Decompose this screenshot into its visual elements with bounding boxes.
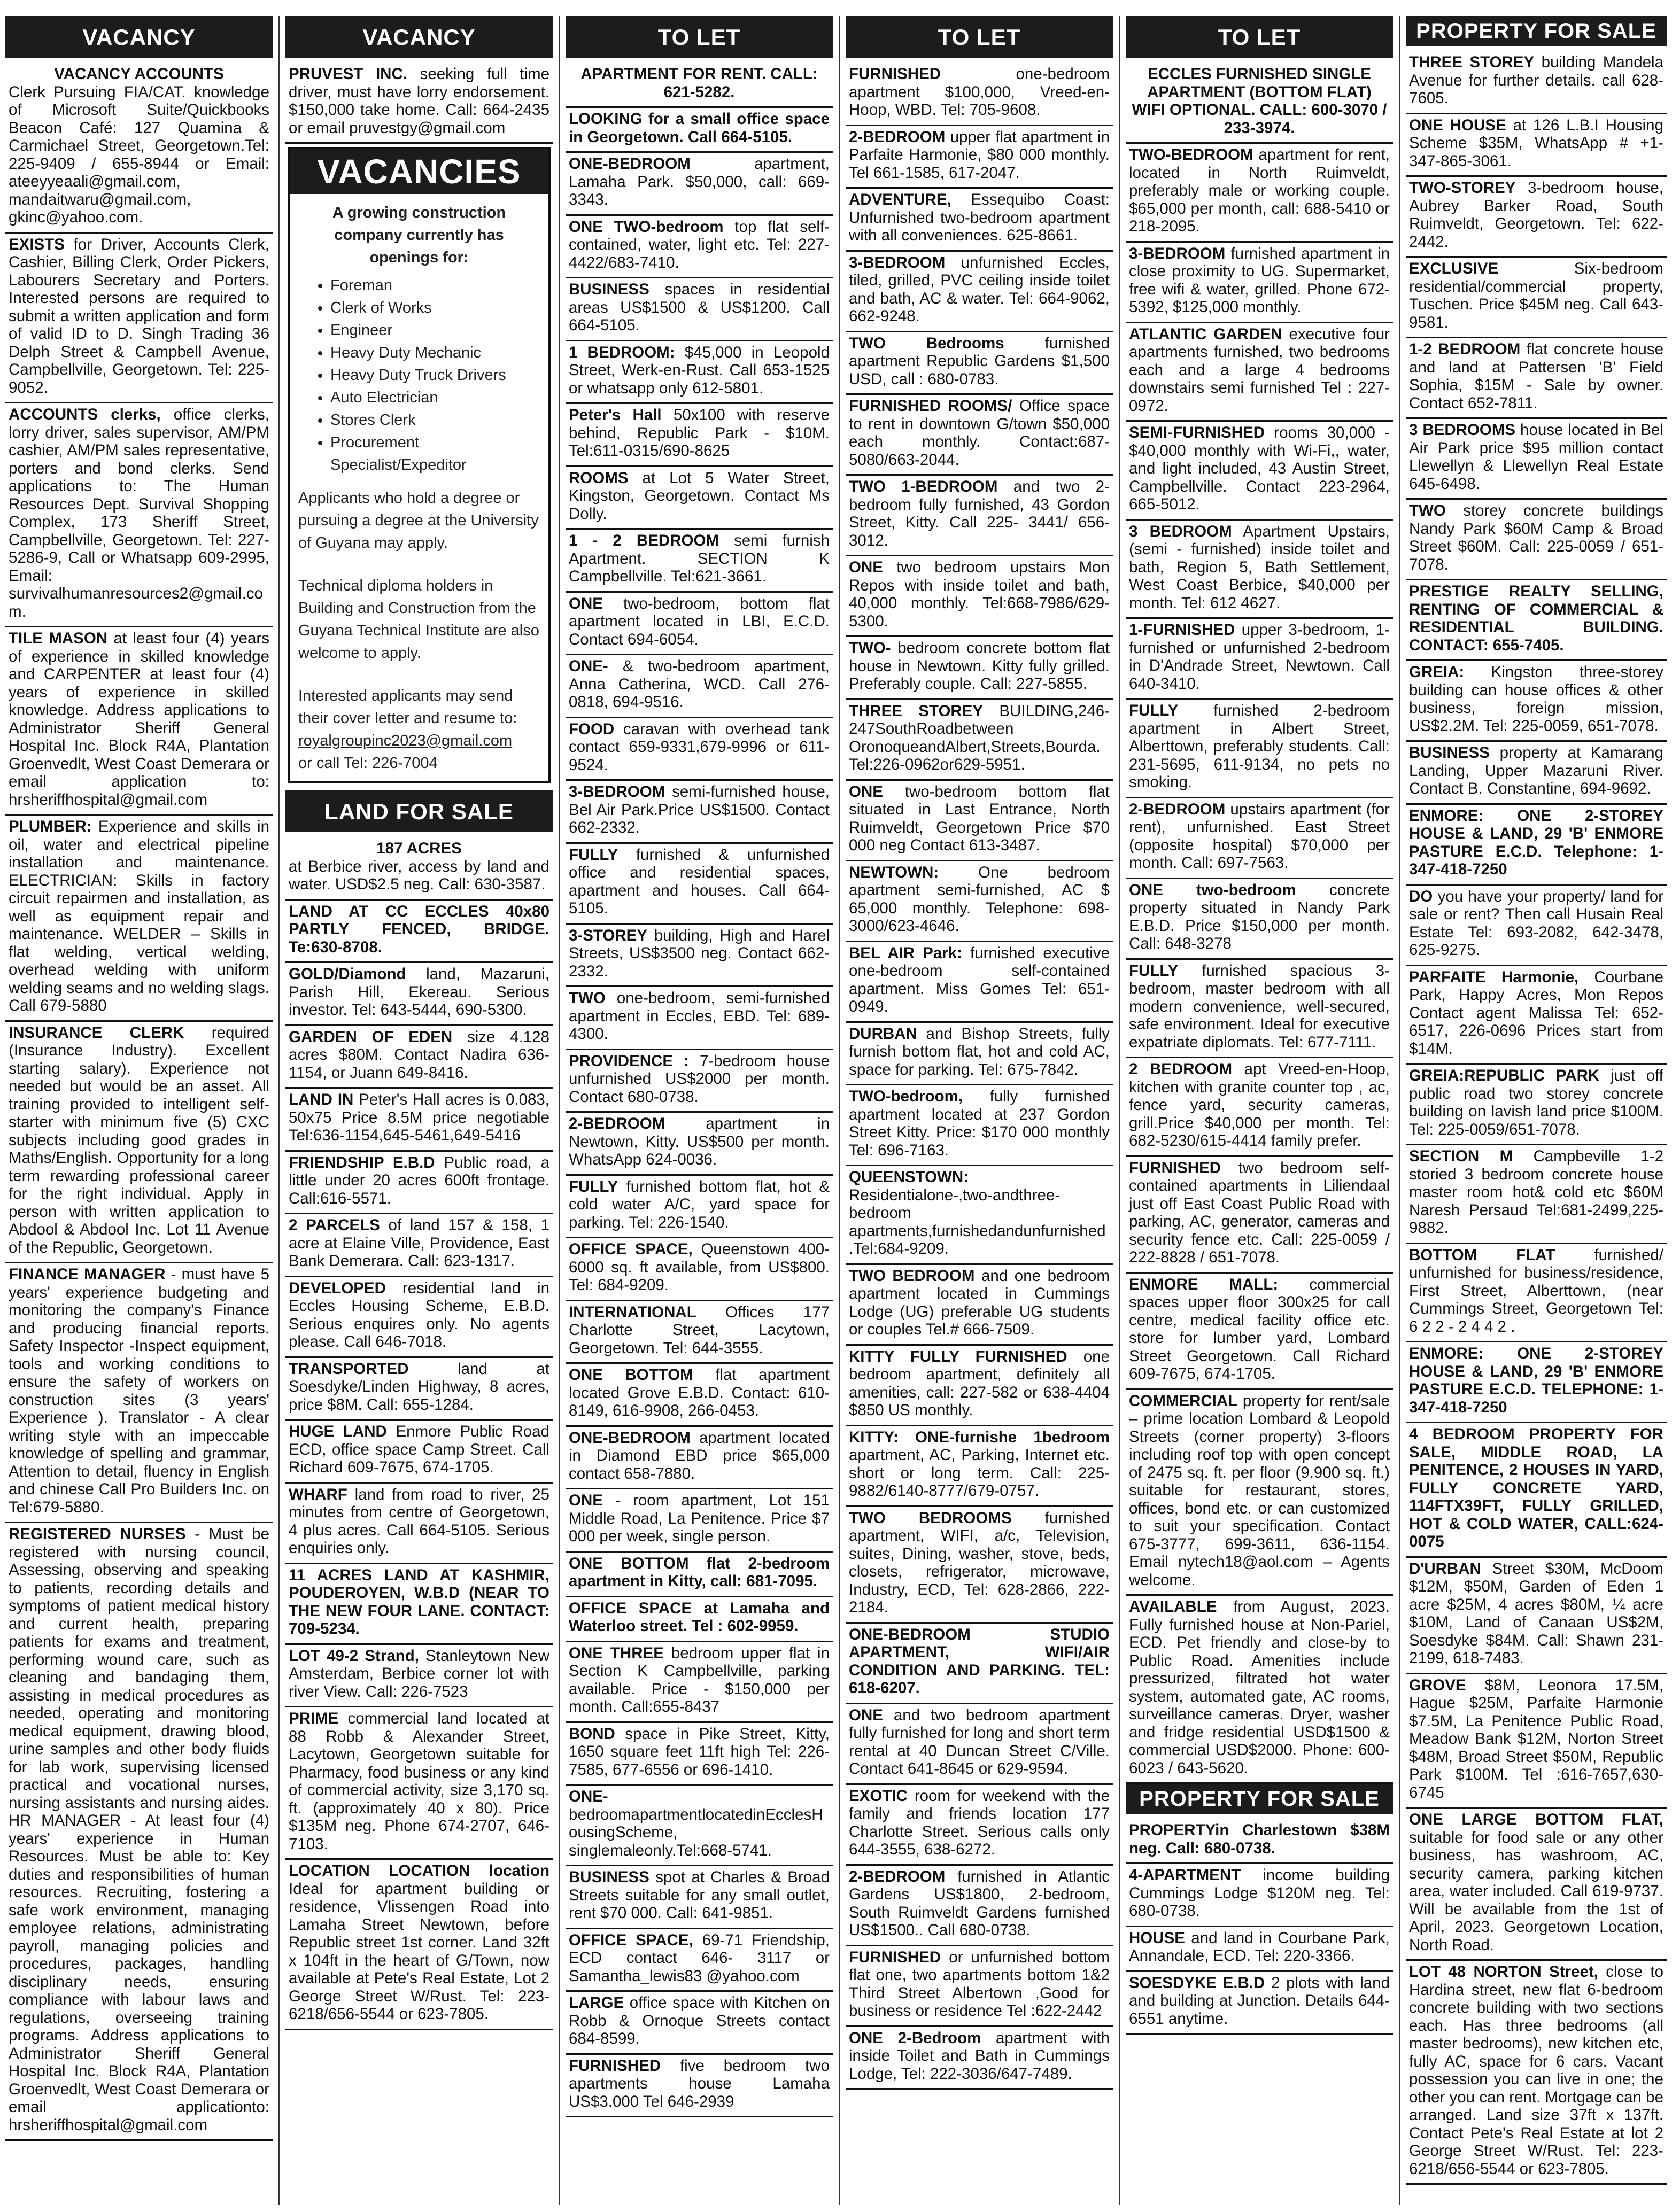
ad: ENMORE: ONE 2-STOREY HOUSE & LAND, 29 'B' ENMORE PASTURE E.C.D. TELEPHONE: 1-347-418-7250 bbox=[1406, 1342, 1667, 1423]
ad: ONE and two bedroom apartment fully furnished for long and short term rental at 40 Duncan Street C/Ville. Contact 641-8645 or 629-9594. bbox=[846, 1704, 1113, 1785]
ad: ONE- & two-bedroom apartment, Anna Catherina, WCD. Call 276-0818, 694-9516. bbox=[566, 655, 833, 718]
ad: OFFICE SPACE at Lamaha and Waterloo street. Tel : 602-9959. bbox=[566, 1597, 833, 1642]
ad: TWO Bedrooms furnished apartment Republic Gardens $1,500 USD, call : 680-0783. bbox=[846, 332, 1113, 395]
ad: COMMERCIAL property for rent/sale – prime location Lombard & Leopold Streets (corner property) 3-floors including roof top with open concept of 2475 sq. ft. per floor (9.900 sq. ft.) suitable for restaurant, stores, offices, bond etc. or can customized to suit your specification. Contact 675-3777, 699-3611, 636-1154. Email nytech18@aol.com – Agents welcome. bbox=[1126, 1390, 1393, 1596]
ad: ONE-BEDROOM STUDIO APARTMENT, WIFI/AIR CONDITION AND PARKING. TEL: 618-6207. bbox=[846, 1624, 1113, 1704]
ad: PRESTIGE REALTY SELLING, RENTING OF COMMERCIAL & RESIDENTIAL BUILDING. CONTACT: 655-7405. bbox=[1406, 580, 1667, 661]
ad: 4 BEDROOM PROPERTY FOR SALE, MIDDLE ROAD, LA PENITENCE, 2 HOUSES IN YARD, FULLY CONCRETE YARD, 114FTX39FT, FULLY GRILLED, HOT & COLD WATER, CALL:624-0075 bbox=[1406, 1423, 1667, 1558]
ad: ONE- bedroomapartmentlocatedinEcclesHousingScheme, singlemaleonly.Tel:668-5741. bbox=[566, 1786, 833, 1866]
list-item: • Procurement Specialist/Expeditor bbox=[330, 431, 540, 476]
ad: ONE-BEDROOM apartment located in Diamond EBD price $65,000 contact 658-7880. bbox=[566, 1427, 833, 1490]
ad: 2 BEDROOM apt Vreed-en-Hoop, kitchen with granite counter top , ac, fence yard, security cameras, grill.Price $40,000 per month. Tel: 682-5230/615-4414 family prefer. bbox=[1126, 1058, 1393, 1157]
section-header: TO LET bbox=[846, 16, 1113, 58]
ad: OFFICE SPACE, Queenstown 400-6000 sq. ft available, from US$800. Tel: 684-9209. bbox=[566, 1238, 833, 1301]
ad: 1 - 2 BEDROOM semi furnish Apartment. SECTION K Campbellville. Tel:621-3661. bbox=[566, 530, 833, 593]
ad: KITTY FULLY FURNISHED one bedroom apartment, definitely all amenities, call: 227-582 or 638-4404 $850 US monthly. bbox=[846, 1346, 1113, 1426]
ad: ONE LARGE BOTTOM FLAT, suitable for food sale or any other business, has washroom, AC, security camera, parking kitchen area, water included. Call 619-9737. Will be available from the 1st of April, 2023. Georgetown Location, North Road. bbox=[1406, 1809, 1667, 1961]
ad: THREE STOREY building Mandela Avenue for further details. call 628-7605. bbox=[1406, 51, 1667, 114]
ad: GARDEN OF EDEN size 4.128 acres $80M. Contact Nadira 636-1154, or Juann 649-8416. bbox=[285, 1026, 553, 1089]
ad: DEVELOPED residential land in Eccles Housing Scheme, E.B.D. Serious enquires only. No agents please. Call 646-7018. bbox=[285, 1277, 553, 1358]
ad: ONE 2-Bedroom apartment with inside Toilet and Bath in Cummings Lodge, Tel: 222-3036/647-7489. bbox=[846, 2027, 1113, 2090]
ad: FURNISHED two bedroom self-contained apartments in Liliendaal just off East Coast Public Road with parking, AC, generator, cameras and security fence etc. Call: 225-0059 / 222-8828 / 651-7078. bbox=[1126, 1157, 1393, 1274]
vacancies-title: VACANCIES bbox=[290, 149, 548, 194]
column-divider bbox=[1399, 16, 1400, 2205]
ad: TRANSPORTED land at Soesdyke/Linden Highway, 8 acres, price $8M. Call: 655-1284. bbox=[285, 1358, 553, 1421]
ad: TWO-bedroom, fully furnished apartment located at 237 Gordon Street Kitty. Price: $170 000 monthly Tel: 696-7163. bbox=[846, 1085, 1113, 1166]
ad: ONE THREE bedroom upper flat in Section K Campbellville, parking available. Price - $150,000 per month. Call:655-8437 bbox=[566, 1642, 833, 1723]
ad: PLUMBER: Experience and skills in oil, water and electrical pipeline installation and maintenance. ELECTRICIAN: Skills in factory circuit repairmen and installation, as well as equipment repair and maintenance. WELDER – Skills in flat welding, vertical welding, overhead welding with uniform welding seams and no welding slags. Call 679-5880 bbox=[5, 816, 273, 1022]
column-vacancy-2 bbox=[285, 16, 553, 2205]
ad: ROOMS at Lot 5 Water Street, Kingston, Georgetown. Contact Ms Dolly. bbox=[566, 467, 833, 530]
column-divider bbox=[559, 16, 560, 2205]
ad-list bbox=[285, 837, 553, 2030]
ad: 3-STOREY building, High and Harel Streets, US$3500 neg. Contact 662-2332. bbox=[566, 925, 833, 988]
section-header: TO LET bbox=[1126, 16, 1393, 58]
ad: INTERNATIONAL Offices 177 Charlotte Street, Lacytown, Georgetown. Tel: 644-3555. bbox=[566, 1301, 833, 1364]
ad: 187 ACRES at Berbice river, access by land and water. USD$2.5 neg. Call: 630-3587. bbox=[285, 837, 553, 901]
ad: 3 BEDROOM Apartment Upstairs, (semi - furnished) inside toilet and bath, Region 5, Bath Settlement, West Coast Berbice, $40,000 per month. Tel: 612 4627. bbox=[1126, 521, 1393, 619]
ad: LARGE office space with Kitchen on Robb & Ornoque Streets contact 684-8599. bbox=[566, 1992, 833, 2055]
ad: GROVE $8M, Leonora 17.5M, Hague $25M, Parfaite Harmonie $7.5M, La Penitence Public Road, Meadow Bank $12M, Norton Street $48M, Broad Street $50M, Republic Park $100M. Tel :616-7657,630-6745 bbox=[1406, 1674, 1667, 1809]
section-header: PROPERTY FOR SALE bbox=[1406, 16, 1667, 46]
section-header: PROPERTY FOR SALE bbox=[1126, 1784, 1393, 1814]
ad: ONE BOTTOM flat 2-bedroom apartment in Kitty, call: 681-7095. bbox=[566, 1553, 833, 1597]
ad: FOOD caravan with overhead tank contact 659-9331,679-9996 or 611-9524. bbox=[566, 718, 833, 781]
ad: INSURANCE CLERK required (Insurance Industry). Excellent starting salary). Experience not needed but would be an asset. All training provided to intelligent self-starter with minimum five (5) CXC subjects including good grades in Maths/English. Opportunity for a long term rewarding professional career for the right individual. Apply in person with written application to Abdool & Abdool Inc. Lot 11 Avenue of the Republic, Georgetown. bbox=[5, 1022, 273, 1264]
column-to-let-2 bbox=[846, 16, 1113, 2205]
ad: ONE two-bedroom concrete property situated in Nandy Park E.B.D. Price $150,000 per month. Call: 648-3278 bbox=[1126, 879, 1393, 960]
ad-list bbox=[1406, 51, 1667, 2185]
section-header: LAND FOR SALE bbox=[285, 790, 553, 832]
list-item: • Clerk of Works bbox=[330, 297, 540, 319]
ad: LAND AT CC ECCLES 40x80 PARTLY FENCED, BRIDGE. Te:630-8708. bbox=[285, 901, 553, 964]
ad: BUSINESS property at Kamarang Landing, Upper Mazaruni River. Contact B. Constantine, 694-9692. bbox=[1406, 742, 1667, 805]
ad: BUSINESS spot at Charles & Broad Streets suitable for any small outlet, rent $70 000. Call: 641-9851. bbox=[566, 1866, 833, 1929]
ad: LAND IN Peter's Hall acres is 0.083, 50x75 Price 8.5M price negotiable Tel:636-1154,645-5461,649-5416 bbox=[285, 1089, 553, 1152]
list-item: • Heavy Duty Truck Drivers bbox=[330, 364, 540, 386]
ad: LOT 48 NORTON Street, close to Hardina street, new flat 6-bedroom concrete building with two sections each. Has three bedrooms (all master bedrooms), new kitchen etc, fully AC, space for 6 cars. Vacant possession you can live in one; the other you can rent. Mortgage can be arranged. Land size 37ft x 137ft. Contact Pete's Real Estate at lot 2 George Street W/Rust. Tel: 223-6218/656-5544 or 623-7805. bbox=[1406, 1961, 1667, 2185]
ad: PARFAITE Harmonie, Courbane Park, Happy Acres, Mon Repos Contact agent Malissa Tel: 652-6517, 226-0696 Prices start from $14M. bbox=[1406, 966, 1667, 1065]
ad: 2-BEDROOM upper flat apartment in Parfaite Harmonie, $80 000 monthly. Tel 661-1585, 617-2047. bbox=[846, 126, 1113, 189]
ad: ADVENTURE, Essequibo Coast: Unfurnished two-bedroom apartment with all conveniences. 625-8661. bbox=[846, 189, 1113, 252]
ad-list bbox=[566, 63, 833, 2117]
ad: KITTY: ONE-furnishe 1bedroom apartment, AC, Parking, Internet etc. short or long term. Call: 225-9882/6140-8777/679-0757. bbox=[846, 1426, 1113, 1507]
ad: LOOKING for a small office space in Georgetown. Call 664-5105. bbox=[566, 108, 833, 153]
column-divider bbox=[278, 16, 280, 2205]
ad: FURNISHED five bedroom two apartments house Lamaha US$3.000 Tel 646-2939 bbox=[566, 2055, 833, 2118]
section-header: VACANCY bbox=[285, 16, 553, 58]
ad: EXISTS for Driver, Accounts Clerk, Cashier, Billing Clerk, Order Pickers, Labourers Secretary and Porters. Interested persons are required to submit a written application and form of valid ID to D. Singh Trading 36 Delph Street & Campbell Avenue, Campbellville, Georgetown. Tel: 225-9052. bbox=[5, 234, 273, 404]
ad: 1-FURNISHED upper 3-bedroom, 1-furnished or unfurnished 2-bedroom in D'Andrade Street, Newtown. Call 640-3410. bbox=[1126, 619, 1393, 700]
ad: 11 ACRES LAND AT KASHMIR, POUDEROYEN, W.B.D (NEAR TO THE NEW FOUR LANE. CONTACT: 709-5234. bbox=[285, 1564, 553, 1645]
ad: DURBAN and Bishop Streets, fully furnish bottom flat, hot and cold AC, space for parking. Tel: 675-7842. bbox=[846, 1023, 1113, 1086]
ad: TWO- bedroom concrete bottom flat house in Newtown. Kitty fully grilled. Preferably couple. Call: 227-5855. bbox=[846, 637, 1113, 700]
ad: HOUSE and land in Courbane Park, Annandale, ECD. Tel: 220-3366. bbox=[1126, 1927, 1393, 1972]
list-item: • Auto Electrician bbox=[330, 386, 540, 409]
ad: ACCOUNTS clerks, office clerks, lorry driver, sales supervisor, AM/PM cashier, AM/PM sales representative, porters and bond clerks. Send applications to: The Human Resources Dept. Survival Shopping Complex, 173 Sheriff Street, Campbellville, Georgetown. Tel: 227-5286-9, Call or Whatsapp 609-2995, Email: survivalhumanresources2@gmail.com. bbox=[5, 403, 273, 627]
ad: LOCATION LOCATION location Ideal for apartment building or residence, Vlissengen Road into Lamaha Street Newtown, before Republic street 1st corner. Land 32ft x 104ft in the heart of G/Town, now available at Pete's Real Estate, Lot 2 George Street W/Rust. Tel: 223-6218/656-5544 or 623-7805. bbox=[285, 1860, 553, 2030]
ad: QUEENSTOWN: Residentialone-,two-andthree-bedroom apartments,furnishedandunfurnished.Tel:684-9209. bbox=[846, 1166, 1113, 1265]
ad: FURNISHED one-bedroom apartment $100,000, Vreed-en-Hoop, WBD. Tel: 705-9608. bbox=[846, 63, 1113, 126]
ad: 3 BEDROOMS house located in Bel Air Park price $95 million contact Llewellyn & Llewellyn Real Estate 645-6498. bbox=[1406, 419, 1667, 500]
ad: FURNISHED ROOMS/ Office space to rent in downtown G/town $50,000 each monthly. Contact:687-5080/663-2044. bbox=[846, 395, 1113, 476]
list-item: • Foreman bbox=[330, 274, 540, 297]
ad: OFFICE SPACE, 69-71 Friendship, ECD contact 646- 3117 or Samantha_lewis83 @yahoo.com bbox=[566, 1929, 833, 1992]
ad: ECCLES FURNISHED SINGLE APARTMENT (BOTTOM FLAT) WIFI OPTIONAL. CALL: 600-3070 / 233-3974. bbox=[1126, 63, 1393, 144]
column-to-let-3 bbox=[1126, 16, 1393, 2205]
ad: AVAILABLE from August, 2023. Fully furnished house at Non-Pariel, ECD. Pet friendly and close-by to Public Road. Amenities include pressurized, filtrated hot water system, automated gate, AC rooms, surveillance cameras. Dryer, washer and fridge residential USD$1500 & commercial USD$2000. Phone: 600-6023 / 643-5620. bbox=[1126, 1596, 1393, 1784]
ad: SEMI-FURNISHED rooms 30,000 - $40,000 monthly with Wi-Fi,, water, and light included, 43 Austin Street, Campbellville. Contact 223-2964, 665-5012. bbox=[1126, 422, 1393, 521]
ad: BOND space in Pike Street, Kitty, 1650 square feet 11ft high Tel: 226-7585, 677-6556 or 696-1410. bbox=[566, 1723, 833, 1786]
vacancies-paragraph: Technical diploma holders in Building and Construction from the Guyana Technical Institute are also welcome to apply. bbox=[298, 577, 539, 662]
ad: 4-APARTMENT income building Cummings Lodge $120M neg. Tel: 680-0738. bbox=[1126, 1864, 1393, 1927]
column-property-for-sale bbox=[1406, 16, 1667, 2205]
ad: ONE two-bedroom, bottom flat apartment located in LBI, E.C.D. Contact 694-6054. bbox=[566, 593, 833, 656]
ad: PROVIDENCE : 7-bedroom house unfurnished US$2000 per month. Contact 680-0738. bbox=[566, 1050, 833, 1113]
ad: SECTION M Campbeville 1-2 storied 3 bedroom concrete house master room hot& cold etc $60M Naresh Persaud Tel:681-2499,225-9882. bbox=[1406, 1145, 1667, 1244]
ad: ONE BOTTOM flat apartment located Grove E.B.D. Contact: 610-8149, 616-9908, 266-0453. bbox=[566, 1364, 833, 1427]
list-item: • Heavy Duty Mechanic bbox=[330, 341, 540, 364]
section-header: TO LET bbox=[566, 16, 833, 58]
column-divider bbox=[1119, 16, 1120, 2205]
ad: REGISTERED NURSES - Must be registered with nursing council, Assessing, observing and speaking to patients, recording details and symptoms of patient medical history and current health, preparing patients for exams and treatment, performing wound care, such as cleaning and bandaging them, assisting in medical procedures as needed, operating and monitoring medical equipment, drawing blood, urine samples and other body fluids for lab work, supervising licensed practical and vocational nurses, nursing assistants and nursing aides. HR MANAGER - At least four (4) years' experience in Human Resources. Must be able to: Key duties and responsibilities of human resources. Recruiting, fostering a safe work environment, managing employee relations, administrating payroll, managing policies and procedures, packages, handling disciplinary needs, ensuring compliance with labour laws and regulations, overseeing training programs. Address applications to Administrator Sheriff General Hospital Inc. Block R4A, Plantation Groenvedlt, West Coast Demerara or email applicationto: hrsheriffhospital@gmail.com bbox=[5, 1523, 273, 2141]
ad: 2-BEDROOM furnished in Atlantic Gardens US$1800, 2-bedroom, South Ruimveldt Gardens furnished US$1500.. Call 680-0738. bbox=[846, 1866, 1113, 1946]
ad: D'URBAN Street $30M, McDoom $12M, $50M, Garden of Eden 1 acre $25M, 4 acres $80M, ¼ acre $10M, Land of Canaan US$2M, Soesdyke $84M. Call: Shawn 231-2199, 618-7483. bbox=[1406, 1558, 1667, 1674]
ad: 1 BEDROOM: $45,000 in Leopold Street, Werk-en-Rust. Call 653-1525 or whatsapp only 612-5801. bbox=[566, 341, 833, 405]
ad: EXCLUSIVE Six-bedroom residential/commercial property, Tuschen. Price $45M neg. Call 643-9581. bbox=[1406, 258, 1667, 338]
ad: TWO-BEDROOM apartment for rent, located in North Ruimveldt, preferably male or working couple. $65,000 per month, call: 688-5410 or 218-2095. bbox=[1126, 144, 1393, 243]
ad: HUGE LAND Enmore Public Road ECD, office space Camp Street. Call Richard 609-7675, 674-1705. bbox=[285, 1421, 553, 1484]
ad: ATLANTIC GARDEN executive four apartments furnished, two bedrooms each and a large 4 bedrooms downstairs semi furnished Tel : 227-0972. bbox=[1126, 323, 1393, 422]
ad: VACANCY ACCOUNTS Clerk Pursuing FIA/CAT. knowledge of Microsoft Suite/Quickbooks Beacon Café: 127 Quamina & Carmichael Street, Georgetown.Tel: 225-9409 / 655-8944 or Email: ateeyyeaali@gmail.com, mandaitwaru@gmail.com, gkinc@yahoo.com. bbox=[5, 63, 273, 234]
vacancies-paragraph: Interested applicants may send their cover letter and resume to: bbox=[298, 687, 517, 727]
column-divider bbox=[839, 16, 840, 2205]
ad: 3-BEDROOM furnished apartment in close proximity to UG. Supermarket, free wifi & water, grilled. Phone 672-5392, $125,000 monthly. bbox=[1126, 243, 1393, 323]
ad: SOESDYKE E.B.D 2 plots with land and building at Junction. Details 644-6551 anytime. bbox=[1126, 1972, 1393, 2035]
ad: ONE two bedroom upstairs Mon Repos with inside toilet and bath, 40,000 monthly. Tel:668-7986/629-5300. bbox=[846, 556, 1113, 637]
ad: PRUVEST INC. seeking full time driver, must have lorry endorsement. $150,000 take home. Call: 664-2435 or email pruvestgy@gmail.com bbox=[285, 63, 553, 144]
ad: ONE HOUSE at 126 L.B.I Housing Scheme $35M, WhatsApp # +1-347-865-3061. bbox=[1406, 114, 1667, 177]
ad-list bbox=[1126, 1819, 1393, 2035]
ad: FULLY furnished & unfurnished office and residential spaces, apartment and houses. Call 664-5105. bbox=[566, 844, 833, 925]
vacancies-phone: or call Tel: 226-7004 bbox=[298, 755, 438, 772]
ad: NEWTOWN: One bedroom apartment semi-furnished, AC $ 65,000 monthly. Telephone: 698-3000/623-4646. bbox=[846, 861, 1113, 942]
list-item: • Engineer bbox=[330, 319, 540, 341]
ad: TILE MASON at least four (4) years of experience in skilled knowledge and CARPENTER at least four (4) years of experience in skilled knowledge. Address applications to Administrator Sheriff General Hospital Inc. Block R4A, Plantation Groenvedlt, West Coast Demerara or email application to: hrsheriffhospital@gmail.com bbox=[5, 627, 273, 816]
ad-list bbox=[1126, 63, 1393, 1784]
ad: FULLY furnished bottom flat, hot & cold water A/C, yard space for parking. Tel: 226-1540. bbox=[566, 1176, 833, 1239]
ad: FRIENDSHIP E.B.D Public road, a little under 20 acres 600ft frontage. Call:616-5571. bbox=[285, 1152, 553, 1215]
ad: ONE two-bedroom bottom flat situated in Last Entrance, North Ruimveldt, Georgetown Price $70 000 neg Contact 613-3487. bbox=[846, 781, 1113, 861]
ad: 1-2 BEDROOM flat concrete house and land at Pattersen 'B' Field Sophia, $15M - Sale by owner. Contact 652-7811. bbox=[1406, 338, 1667, 419]
column-to-let-1 bbox=[566, 16, 833, 2205]
ad: FULLY furnished spacious 3-bedroom, master bedroom with all modern convenience, well-secured, safe environment. Ideal for executive expatriate diplomats. Tel: 677-7111. bbox=[1126, 960, 1393, 1059]
vacancies-email-link[interactable]: royalgroupinc2023@gmail.com bbox=[298, 732, 513, 749]
ad-list bbox=[5, 63, 273, 2141]
ad: FULLY furnished 2-bedroom apartment in Albert Street, Alberttown, preferably students. Call: 231-5695, 611-9134, no pets no smoking. bbox=[1126, 700, 1393, 798]
ad: BUSINESS spaces in residential areas US$1500 & US$1200. Call 664-5105. bbox=[566, 278, 833, 341]
ad-list bbox=[846, 63, 1113, 2090]
vacancies-paragraph: Applicants who hold a degree or pursuing a degree at the University of Guyana may apply. bbox=[298, 490, 539, 552]
ad: 3-BEDROOM unfurnished Eccles, tiled, grilled, PVC ceiling inside toilet and bath, AC & water. Tel: 664-9062, 662-9248. bbox=[846, 252, 1113, 332]
ad: DO you have your property/ land for sale or rent? Then call Husain Real Estate Tel: 693-2082, 642-3478, 625-9275. bbox=[1406, 886, 1667, 966]
vacancies-display-ad bbox=[288, 147, 551, 783]
section-header: VACANCY bbox=[5, 16, 273, 58]
vacancies-body bbox=[290, 194, 548, 781]
ad: ENMORE MALL: commercial spaces upper floor 300x25 for call centre, medical facility office etc. store for lumber yard, Lombard Street Georgetown. Call Richard 609-7675, 674-1705. bbox=[1126, 1274, 1393, 1390]
openings-list bbox=[314, 274, 540, 476]
ad: ONE-BEDROOM apartment, Lamaha Park. $50,000, call: 669-3343. bbox=[566, 153, 833, 216]
ad: BEL AIR Park: furnished executive one-bedroom self-contained apartment. Miss Gomes Tel: 651-0949. bbox=[846, 942, 1113, 1023]
list-item: • Stores Clerk bbox=[330, 409, 540, 431]
ad: TWO one-bedroom, semi-furnished apartment in Eccles, EBD. Tel: 689-4300. bbox=[566, 987, 833, 1050]
ad: APARTMENT FOR RENT. CALL: 621-5282. bbox=[566, 63, 833, 108]
ad: PRIME commercial land located at 88 Robb & Alexander Street, Lacytown, Georgetown suitable for Pharmacy, food business or any kind of commercial activity, size 3,170 sq. ft. (approximately 40 x 80). Price $135M neg. Phone 674-2707, 646-7103. bbox=[285, 1707, 553, 1860]
ad: 2-BEDROOM apartment in Newtown, Kitty. US$500 per month. WhatsApp 624-0036. bbox=[566, 1113, 833, 1176]
ad: 2-BEDROOM upstairs apartment (for rent), unfurnished. East Street (opposite hospital) $70,000 per month. Call: 697-7563. bbox=[1126, 798, 1393, 879]
ad: EXOTIC room for weekend with the family and friends location 177 Charlotte Street. Serious calls only 644-3555, 638-6272. bbox=[846, 1785, 1113, 1866]
column-vacancy-1 bbox=[5, 16, 273, 2205]
ad: TWO BEDROOM and one bedroom apartment located in Cummings Lodge (UG) preferable UG students or couples Tel.# 666-7509. bbox=[846, 1265, 1113, 1346]
ad: PROPERTYin Charlestown $38M neg. Call: 680-0738. bbox=[1126, 1819, 1393, 1864]
ad: 2 PARCELS of land 157 & 158, 1 acre at Elaine Ville, Providence, East Bank Demerara. Call: 623-1317. bbox=[285, 1214, 553, 1277]
ad: FINANCE MANAGER - must have 5 years' experience budgeting and monitoring the company's Finance and producing financial reports. Safety Inspector -Inspect equipment, tools and working conditions to ensure the safety of workers on construction sites (3 years' Experience ). Translator - A clear writing style with an impeccable knowledge of spelling and grammar, Attention to detail, fluency in English and chinese Call Pro Builders Inc. on Tel:679-5880. bbox=[5, 1263, 273, 1523]
ad: THREE STOREY BUILDING,246-247SouthRoadbetween OronoqueandAlbert,Streets,Bourda. Tel:226-0962or629-5951. bbox=[846, 700, 1113, 781]
ad: FURNISHED or unfurnished bottom flat one, two apartments bottom 1&2 Third Street Albertown ,Good for business or residence Tel :622-2442 bbox=[846, 1946, 1113, 2027]
ad: TWO storey concrete buildings Nandy Park $60M Camp & Broad Street $60M. Call: 225-0059 / 651-7078. bbox=[1406, 500, 1667, 580]
ad: ONE - room apartment, Lot 151 Middle Road, La Penitence. Price $7 000 per week, single person. bbox=[566, 1489, 833, 1553]
ad: GOLD/Diamond land, Mazaruni, Parish Hill, Ekereau. Serious investor. Tel: 643-5444, 690-5300. bbox=[285, 963, 553, 1026]
ad: Peter's Hall 50x100 with reserve behind, Republic Park - $10M. Tel:611-0315/690-8625 bbox=[566, 404, 833, 467]
ad: TWO-STOREY 3-bedroom house, Aubrey Barker Road, South Ruimveldt, Georgetown. Tel: 622-2442. bbox=[1406, 177, 1667, 258]
ad: TWO 1-BEDROOM and two 2-bedroom fully furnished, 43 Gordon Street, Kitty. Call 225- 3441/ 656-3012. bbox=[846, 476, 1113, 556]
ad: 3-BEDROOM semi-furnished house, Bel Air Park.Price US$1500. Contact 662-2332. bbox=[566, 781, 833, 844]
ad: GREIA: Kingston three-storey building can house offices & other business, foreign mission, US$2.2M. Tel: 225-0059, 651-7078. bbox=[1406, 661, 1667, 742]
ad: LOT 49-2 Strand, Stanleytown New Amsterdam, Berbice corner lot with river View. Call: 226-7523 bbox=[285, 1645, 553, 1708]
vacancies-intro: A growing construction company currently has openings for: bbox=[332, 204, 506, 266]
ad: WHARF land from road to river, 25 minutes from centre of Georgetown, 4 plus acres. Call 664-5105. Serious enquiries only. bbox=[285, 1484, 553, 1564]
ad: ONE TWO-bedroom top flat self-contained, water, light etc. Tel: 227-4422/683-7410. bbox=[566, 216, 833, 279]
ad: TWO BEDROOMS furnished apartment, WIFI, a/c, Television, suites, Dining, washer, stove, beds, closets, refrigerator, microwave, Industry, ECD, Tel: 628-2866, 222-2184. bbox=[846, 1507, 1113, 1624]
ad: ENMORE: ONE 2-STOREY HOUSE & LAND, 29 'B' ENMORE PASTURE E.C.D. Telephone: 1-347-418-7250 bbox=[1406, 805, 1667, 886]
ad: GREIA:REPUBLIC PARK just off public road two storey concrete building on lavish land price $100M. Tel: 225-0059/651-7078. bbox=[1406, 1065, 1667, 1145]
ad: BOTTOM FLAT furnished/ unfurnished for business/residence, First Street, Alberttown, (near Cummings Street, Georgetown Tel: 6 2 2 - 2 4 4 2 . bbox=[1406, 1244, 1667, 1343]
